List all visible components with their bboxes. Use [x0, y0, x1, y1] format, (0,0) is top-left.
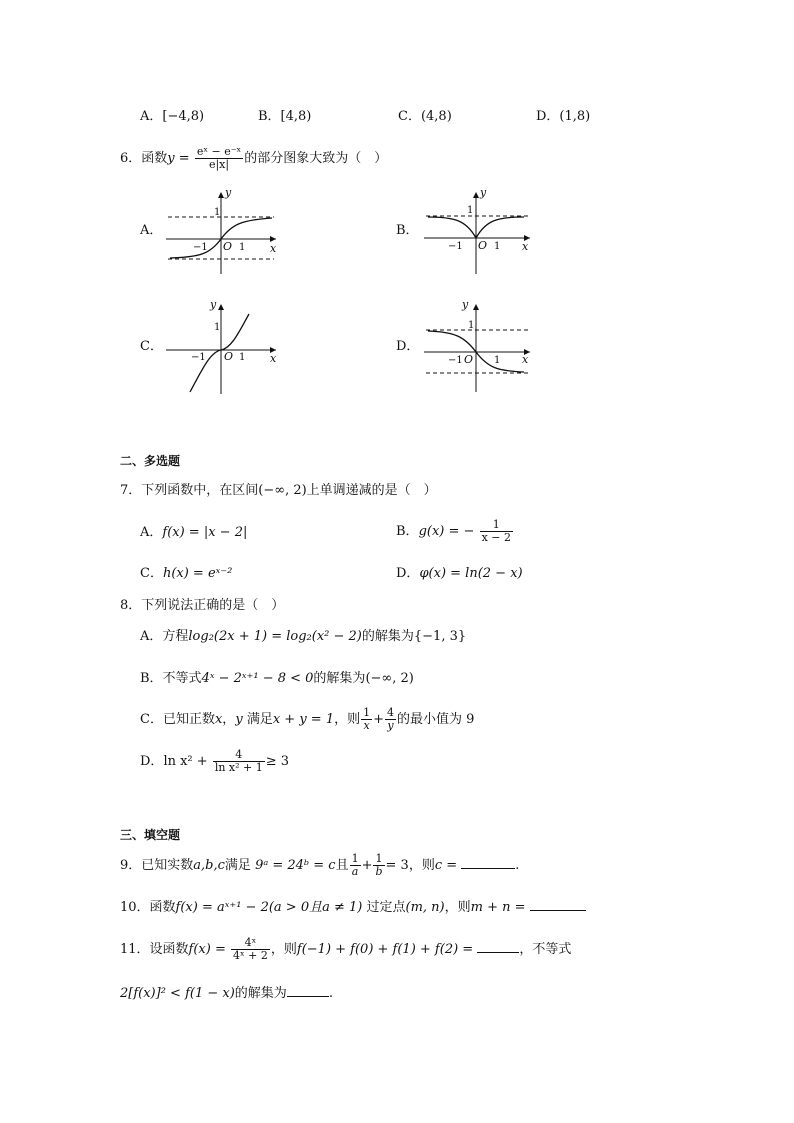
q9-answer-blank[interactable] — [461, 856, 515, 869]
q8-c-then: ，则 — [334, 712, 361, 727]
q8-a-set: {−1, 3} — [413, 629, 467, 644]
graph-c-origin: O — [224, 350, 234, 363]
q6-y: y — [167, 151, 175, 166]
q7-option-b — [396, 514, 514, 550]
q10-expr: f(x) = aˣ⁺¹ − 2(a > 0且a ≠ 1) — [175, 900, 363, 915]
q10-then: ，则 — [444, 900, 471, 915]
q11-fraction — [231, 937, 270, 962]
q6-suffix: 的部分图象大致为（ ） — [244, 151, 388, 166]
q10-mid: 过定点 — [366, 900, 406, 915]
q11-tail: ，不等式 — [519, 942, 572, 957]
q7-option-c — [140, 565, 232, 583]
q5-option-c: C．(4,8) — [398, 109, 452, 124]
q9-den1: a — [351, 865, 359, 878]
graph-d-x-label: x — [522, 353, 529, 366]
graph-b-one-y: 1 — [467, 205, 474, 216]
graph-b-one-x: 1 — [494, 241, 501, 252]
q8-option-d — [140, 744, 289, 780]
q11-sum: f(−1) + f(0) + f(1) + f(2) = — [296, 942, 474, 957]
section-multiple-choice: 二、多选题 — [120, 454, 181, 468]
graph-d-y-label: y — [462, 298, 469, 311]
graph-a-one-x: 1 — [239, 242, 246, 253]
q8-c-tail: 的最小值为 9 — [397, 712, 475, 727]
graph-a-origin: O — [223, 240, 233, 253]
graph-b-neg-one: −1 — [448, 241, 463, 252]
q10-sum: m + n = — [470, 900, 526, 915]
q9-end: . — [515, 858, 520, 873]
graph-a-y-arrow — [218, 192, 224, 198]
q8-c-y: y — [235, 712, 243, 727]
q8-d-expr: ln x² + — [163, 754, 208, 769]
q6-numerator: eˣ − e⁻ˣ — [196, 145, 242, 158]
graph-a-y-label: y — [225, 186, 232, 199]
q11-stem — [120, 932, 571, 968]
q9-cond: 9ᵃ = 24ᵇ = c — [255, 858, 336, 873]
q5-option-a: A．[−4,8) — [140, 109, 205, 124]
q9-frac2 — [373, 853, 384, 878]
q9-then: ，则 — [408, 858, 435, 873]
q8-d-numerator: 4 — [213, 749, 265, 762]
q6-label-d: D． — [396, 339, 420, 354]
q7-c-expr: h(x) = eˣ⁻² — [162, 566, 233, 581]
q7-b-expr: g(x) = − — [418, 524, 475, 539]
q8-b-tail: 的解集为 — [313, 671, 366, 686]
q10-answer-blank[interactable] — [530, 898, 586, 911]
q8-stem: 8．下列说法正确的是（ ） — [120, 598, 285, 613]
q6-denominator: e|x| — [208, 158, 230, 171]
graph-d-one-x: 1 — [494, 355, 501, 366]
q7-b-label: B． — [396, 524, 419, 539]
graph-b-origin: O — [478, 239, 488, 252]
q11-denominator: 4ˣ + 2 — [233, 949, 268, 962]
q9-frac1 — [350, 853, 361, 878]
q9-plus: + — [361, 858, 373, 873]
q7-d-expr: φ(x) = ln(2 − x) — [419, 566, 523, 581]
q9-den2: b — [375, 865, 383, 878]
graph-a — [160, 186, 290, 276]
q8-c-cond: x + y = 1 — [272, 712, 335, 727]
q11-inequality: 2[f(x)]² < f(1 − x) — [120, 986, 235, 1001]
q9-num1: 1 — [351, 852, 359, 865]
q7-b-denominator: x − 2 — [481, 531, 511, 544]
graph-b-x-label: x — [522, 240, 529, 253]
graph-c-y-label: y — [210, 298, 217, 311]
q8-c-num2: 4 — [387, 706, 395, 719]
q7-b-numerator: 1 — [480, 519, 513, 532]
q5-option-d: D．(1,8) — [536, 109, 591, 124]
q8-c-plus: + — [373, 712, 385, 727]
q10-stem — [120, 898, 586, 917]
q11-then: ，则 — [270, 942, 297, 957]
q6-stem — [120, 146, 387, 172]
graph-c-x-label: x — [270, 352, 277, 365]
q8-c-mid: 满足 — [246, 712, 273, 727]
q6-label-c: C． — [140, 339, 163, 354]
q8-d-tail: ≥ 3 — [265, 754, 290, 769]
graph-b — [418, 186, 548, 276]
graph-d-origin: O — [464, 353, 474, 366]
q9-pre: 9．已知实数 — [120, 858, 194, 873]
q8-c-num1: 1 — [363, 706, 371, 719]
graph-d-neg-one: −1 — [448, 355, 463, 366]
q6-fraction — [195, 146, 243, 171]
q9-stem — [120, 848, 519, 884]
graph-a-one-y: 1 — [214, 207, 221, 218]
graph-a-x-label: x — [270, 242, 277, 255]
q11-end: . — [328, 986, 333, 1001]
q8-d-denominator: ln x² + 1 — [214, 761, 263, 774]
graph-a-neg-one: −1 — [193, 242, 208, 253]
q8-a-expr: log₂(2x + 1) = log₂(x² − 2) — [188, 629, 362, 644]
q8-b-expr: 4ˣ − 2ˣ⁺¹ − 8 < 0 — [201, 671, 314, 686]
q11-pre: 11．设函数 — [120, 942, 189, 957]
q9-vars: a,b,c — [193, 858, 225, 873]
graph-c-y-arrow — [218, 304, 224, 310]
q8-c-x: x — [214, 712, 223, 727]
q11-line2-tail: 的解集为 — [234, 986, 287, 1001]
section-fill-in: 三、填空题 — [120, 828, 181, 842]
q8-c-frac1 — [361, 707, 372, 732]
graph-c-one-y: 1 — [214, 322, 221, 333]
q7-c-label: C． — [140, 566, 163, 581]
graph-c-one-x: 1 — [239, 352, 246, 363]
q11-answer-blank-1[interactable] — [477, 940, 519, 953]
q11-line2 — [120, 984, 333, 1003]
q8-d-label: D． — [140, 754, 164, 769]
q7-d-label: D． — [396, 566, 420, 581]
q5-option-b: B．[4,8) — [258, 109, 312, 124]
q7-a-expr: f(x) = |x − 2| — [162, 525, 248, 540]
q8-option-a — [140, 628, 466, 646]
q10-point: (m, n) — [405, 900, 445, 915]
q8-c-frac2 — [385, 707, 396, 732]
q8-b-label: B．不等式 — [140, 671, 202, 686]
q7-option-a — [140, 524, 247, 542]
q8-a-label: A．方程 — [140, 629, 189, 644]
q8-option-b — [140, 670, 414, 688]
graph-d-y-arrow — [473, 304, 479, 310]
graph-b-y-label: y — [480, 186, 487, 199]
graph-d-one-y: 1 — [468, 320, 475, 331]
q9-c: c = — [434, 858, 458, 873]
q8-option-c — [140, 702, 474, 738]
graph-b-y-arrow — [473, 192, 479, 198]
q8-c-den2: y — [387, 719, 394, 732]
graph-c — [160, 300, 290, 396]
q10-pre: 10．函数 — [120, 900, 176, 915]
q7-stem: 7．下列函数中，在区间(−∞, 2)上单调递减的是（ ） — [120, 483, 437, 498]
graph-c-neg-one: −1 — [191, 352, 206, 363]
q7-a-label: A． — [140, 525, 163, 540]
q9-eq3: = 3 — [385, 858, 409, 873]
q7-option-d — [396, 565, 523, 583]
q6-label-b: B． — [396, 223, 419, 238]
graph-d — [418, 300, 548, 396]
q9-mid: 满足 — [224, 858, 251, 873]
q7-b-fraction — [480, 519, 513, 544]
q9-num2: 1 — [373, 853, 384, 866]
q8-a-tail: 的解集为 — [361, 629, 414, 644]
q8-c-den1: x — [363, 719, 370, 732]
q6-prefix: 6．函数 — [120, 151, 168, 166]
q6-eq: = — [178, 151, 190, 166]
q9-and: 且 — [335, 858, 349, 873]
q8-d-fraction — [213, 749, 265, 774]
q6-label-a: A． — [140, 223, 163, 238]
q8-c-label: C．已知正数 — [140, 712, 215, 727]
q11-numerator: 4ˣ — [231, 937, 270, 950]
q11-f: f(x) = — [188, 942, 226, 957]
q8-c-comma: ， — [222, 712, 236, 727]
q8-b-set: (−∞, 2) — [365, 671, 414, 686]
q11-answer-blank-2[interactable] — [287, 984, 329, 997]
